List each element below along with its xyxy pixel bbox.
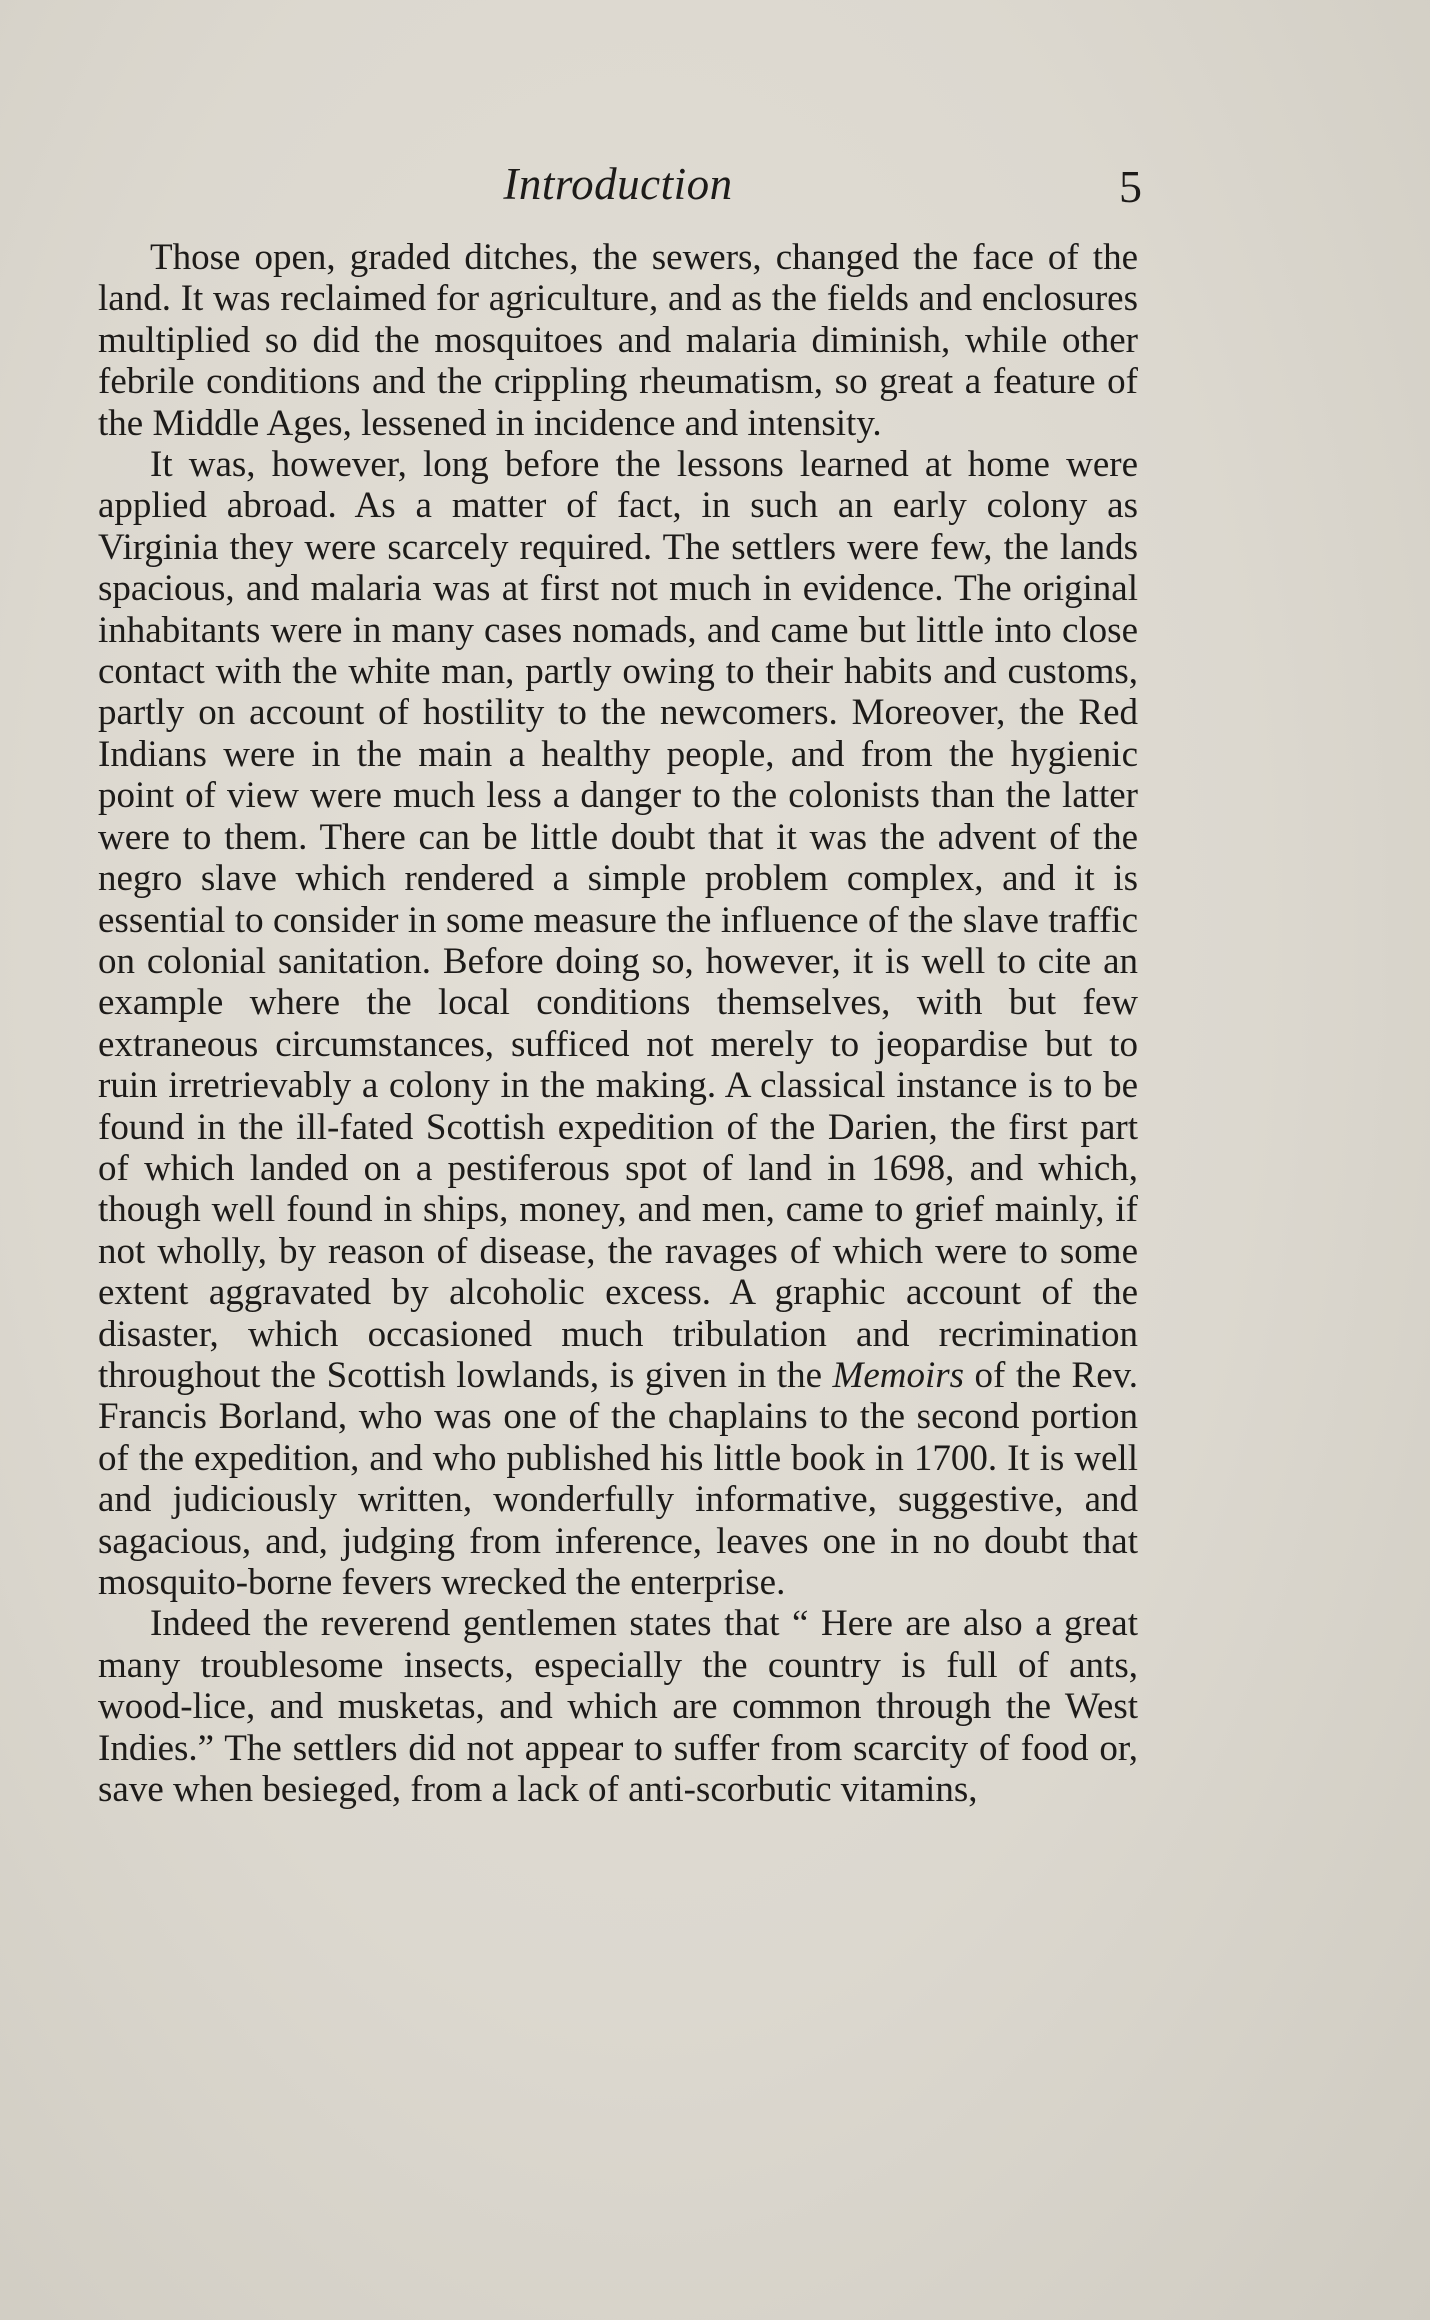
body-text	[98, 237, 1138, 1810]
paragraph-2-text-b: of the Rev. Francis Borland, who was one of the chaplains to the second portion of the expedition, and who published his little book in 1700. It is well and judiciously written, wonderfully informative, suggestive, and sagacious, and, judging from inference, leaves one in no doubt that mosquito-borne fevers wrecked the enterprise.	[98, 1354, 1139, 1603]
memoirs-title: Memoirs	[832, 1354, 965, 1396]
paragraph-2	[98, 444, 1138, 1603]
running-title: Introduction	[503, 159, 733, 209]
paragraph-2-text-a: It was, however, long before the lessons learned at home were applied abroad. As a matter of fact, in such an early colony as Virginia they were scarcely required. The settlers were few, the lands spacious, and malaria was at first not much in evidence. The original inhabitants were in many cases nomads, and came but little into close contact with the white man, partly owing to their habits and customs, partly on account of hostility to the newcomers. Moreover, the Red Indians were in the main a healthy people, and from the hygienic point of view were much less a danger to the colonists than the latter were to them. There can be little doubt that it was the advent of the negro slave which rendered a simple problem complex, and it is essential to consider in some measure the influence of the slave traffic on colonial sanitation. Before doing so, however, it is well to cite an example where the local conditions themselves, with but few extraneous circumstances, sufficed not merely to jeopardise but to ruin irretrievably a colony in the making. A classical instance is to be found in the ill-fated Scottish expedition of the Darien, the first part of which landed on a pestiferous spot of land in 1698, and which, though well found in ships, money, and men, came to grief mainly, if not wholly, by reason of disease, the ravages of which were to some extent aggravated by alcoholic excess. A graphic account of the disaster, which occasioned much tribulation and recrimination throughout the Scottish lowlands, is given in the	[98, 444, 1138, 1396]
paragraph-1: Those open, graded ditches, the sewers, changed the face of the land. It was reclaimed for agriculture, and as the fields and enclosures multiplied so did the mosquitoes and malaria diminish, while other febrile conditions and the crippling rheumatism, so great a feature of the Middle Ages, lessened in incidence and intensity.	[98, 237, 1138, 444]
paragraph-3: Indeed the reverend gentlemen states that “ Here are also a great many troublesome insects, especially the country is full of ants, wood-lice, and musketas, and which are common through the West Indies.” The settlers did not appear to suffer from scarcity of food or, save when besieged, from a lack of anti-scorbutic vitamins,	[98, 1603, 1138, 1811]
running-head	[98, 158, 1142, 218]
page-number: 5	[1119, 161, 1142, 212]
